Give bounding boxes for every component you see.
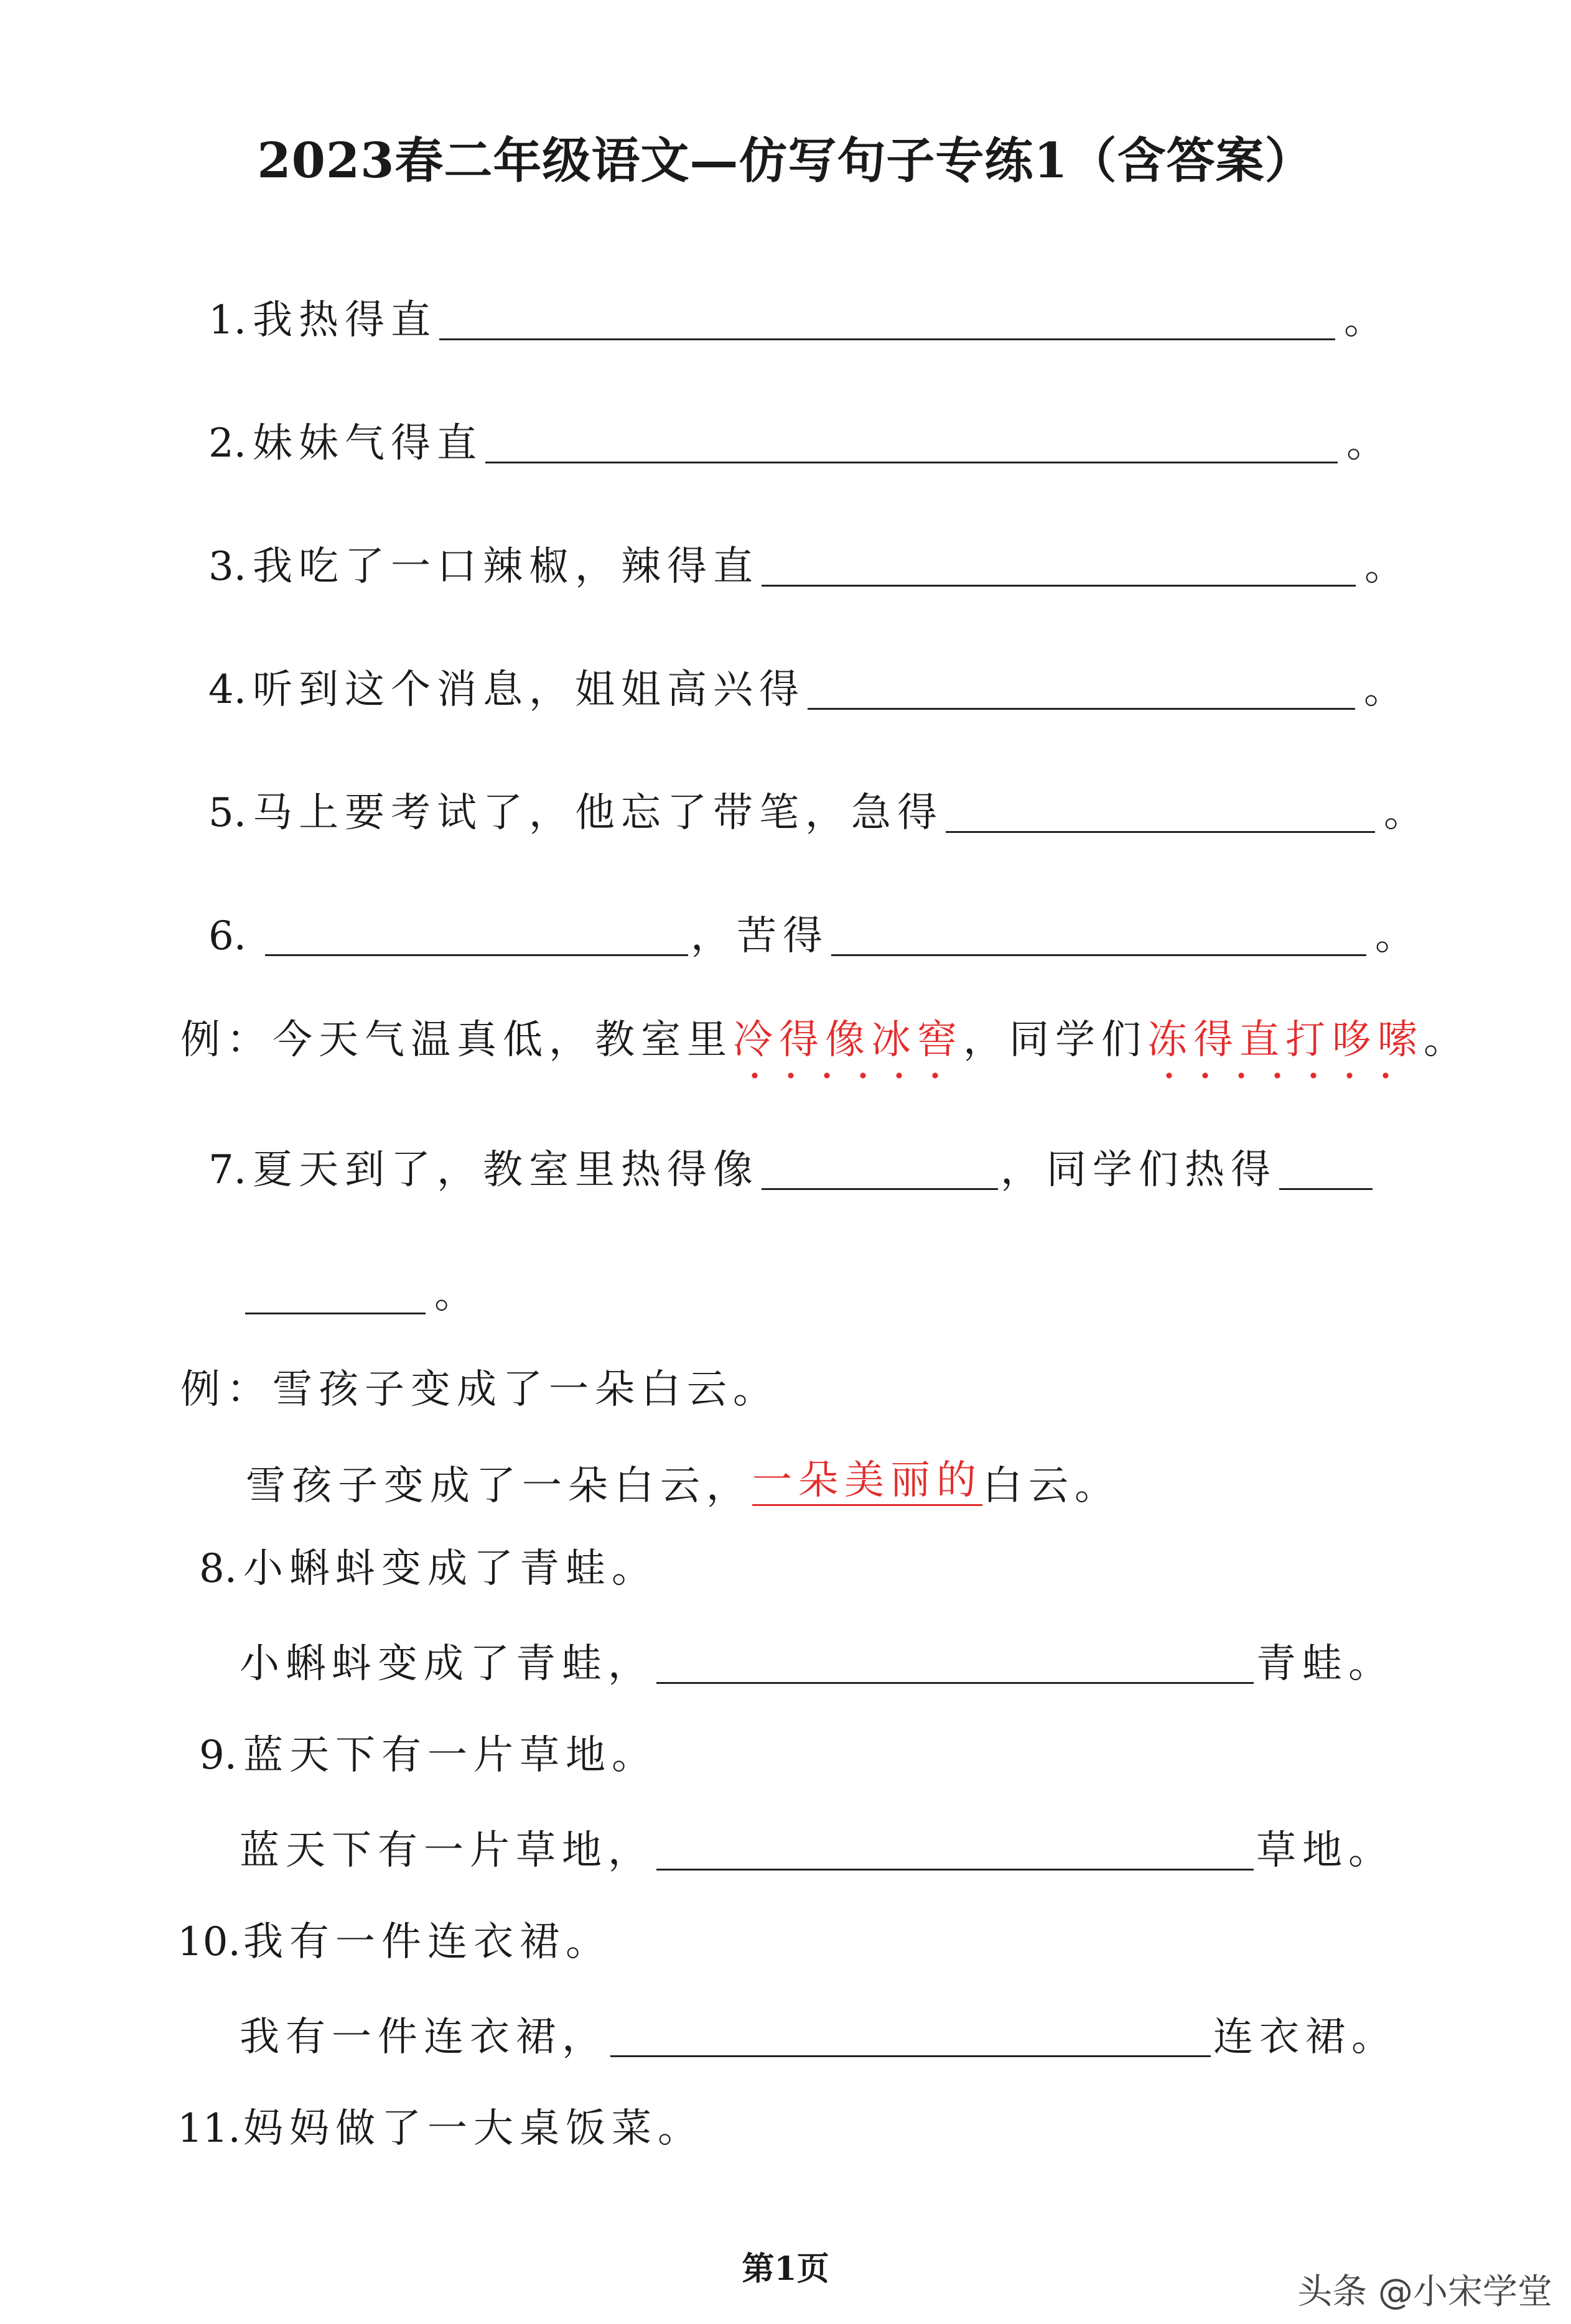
example-2 xyxy=(180,1367,779,1413)
question-7 xyxy=(187,1147,1375,1193)
answer-blank-2[interactable] xyxy=(831,914,1366,956)
answer-prefix: 小蝌蚪变成了青蛙， xyxy=(240,1641,654,1687)
question-10-answer xyxy=(240,2014,1397,2060)
question-1 xyxy=(187,297,1384,343)
question-text: 妈妈做了一大桌饭菜。 xyxy=(243,2106,704,2152)
answer-blank[interactable] xyxy=(656,1642,1254,1684)
answer-blank[interactable] xyxy=(808,668,1355,710)
question-10 xyxy=(177,1919,612,1965)
question-2 xyxy=(187,421,1386,467)
page-title: 2023春二年级语文—仿写句子专练1（含答案） xyxy=(257,132,1314,189)
example-answer-1: 冷得像冰窖 xyxy=(733,1017,963,1063)
answer-blank[interactable] xyxy=(656,1829,1254,1871)
question-number: 5. xyxy=(208,790,246,836)
question-8 xyxy=(177,1546,658,1592)
question-number: 3. xyxy=(208,544,246,590)
period: 。 xyxy=(1375,913,1415,959)
question-9 xyxy=(177,1732,658,1778)
question-number: 10. xyxy=(177,1919,241,1965)
example-text: 雪孩子变成了一朵白云。 xyxy=(273,1367,779,1413)
question-text: 我热得直 xyxy=(253,297,437,343)
period: 。 xyxy=(1346,421,1386,467)
question-text: 我吃了一口辣椒，辣得直 xyxy=(253,544,759,590)
answer-prefix: 蓝天下有一片草地， xyxy=(240,1828,654,1874)
question-9-answer xyxy=(240,1828,1394,1874)
question-text: 我有一件连衣裙。 xyxy=(243,1919,612,1965)
example-answer-2: 冻得直打哆嗦 xyxy=(1147,1017,1424,1063)
example-1 xyxy=(180,1017,1470,1063)
question-number: 6. xyxy=(208,913,246,959)
question-text: 小蝌蚪变成了青蛙。 xyxy=(243,1546,658,1592)
question-number: 7. xyxy=(208,1147,246,1193)
question-text: ，同学们热得 xyxy=(1000,1147,1277,1193)
page-number: 第1页 xyxy=(742,2250,829,2288)
question-6 xyxy=(187,913,1415,959)
question-text: 马上要考试了，他忘了带笔，急得 xyxy=(253,790,943,836)
answer-blank[interactable] xyxy=(485,422,1338,463)
answer-blank[interactable] xyxy=(439,299,1335,340)
example-2-answer xyxy=(246,1457,1121,1509)
answer-suffix: 连衣裙。 xyxy=(1213,2014,1397,2060)
period: 。 xyxy=(1364,667,1404,713)
question-text: 听到这个消息，姐姐高兴得 xyxy=(253,667,805,713)
answer-blank-2[interactable] xyxy=(1279,1148,1373,1190)
example-text: ，同学们 xyxy=(963,1017,1147,1063)
question-text: 夏天到了，教室里热得像 xyxy=(253,1147,759,1193)
example-label: 例： xyxy=(180,1017,273,1063)
example-answer: 一朵美丽的 xyxy=(752,1461,982,1506)
question-11 xyxy=(177,2106,704,2152)
answer-suffix: 青蛙。 xyxy=(1256,1641,1394,1687)
answer-blank-2-cont[interactable] xyxy=(245,1273,426,1314)
example-text: 今天气温真低，教室里 xyxy=(273,1017,733,1063)
question-text: ，苦得 xyxy=(691,913,829,959)
question-number: 9. xyxy=(198,1732,237,1778)
question-8-answer xyxy=(240,1641,1394,1687)
watermark: 头条 @小宋学堂 xyxy=(1297,2272,1552,2312)
example-label: 例： xyxy=(180,1367,273,1413)
question-7-continued xyxy=(243,1271,474,1318)
answer-blank-1[interactable] xyxy=(762,1148,998,1190)
question-text: 妹妹气得直 xyxy=(253,421,483,467)
question-number: 11. xyxy=(177,2106,241,2152)
answer-blank[interactable] xyxy=(610,2015,1211,2057)
period: 。 xyxy=(1364,544,1404,590)
answer-suffix: 草地。 xyxy=(1256,1828,1394,1874)
answer-blank-1[interactable] xyxy=(265,914,688,956)
question-text: 蓝天下有一片草地。 xyxy=(243,1732,658,1778)
question-number: 4. xyxy=(208,667,246,713)
question-number: 2. xyxy=(208,421,246,467)
answer-blank[interactable] xyxy=(946,791,1375,833)
answer-blank[interactable] xyxy=(762,545,1356,587)
period: 。 xyxy=(434,1271,474,1318)
answer-prefix: 我有一件连衣裙， xyxy=(240,2014,608,2060)
period: 。 xyxy=(1384,790,1424,836)
example-text: 雪孩子变成了一朵白云， xyxy=(246,1463,752,1509)
question-number: 8. xyxy=(198,1546,237,1592)
period: 。 xyxy=(1344,297,1384,343)
example-text: 白云。 xyxy=(982,1463,1121,1509)
question-3 xyxy=(187,544,1404,590)
period: 。 xyxy=(1424,1017,1470,1063)
question-5 xyxy=(187,790,1424,836)
question-4 xyxy=(187,667,1404,713)
question-number: 1. xyxy=(208,297,246,343)
